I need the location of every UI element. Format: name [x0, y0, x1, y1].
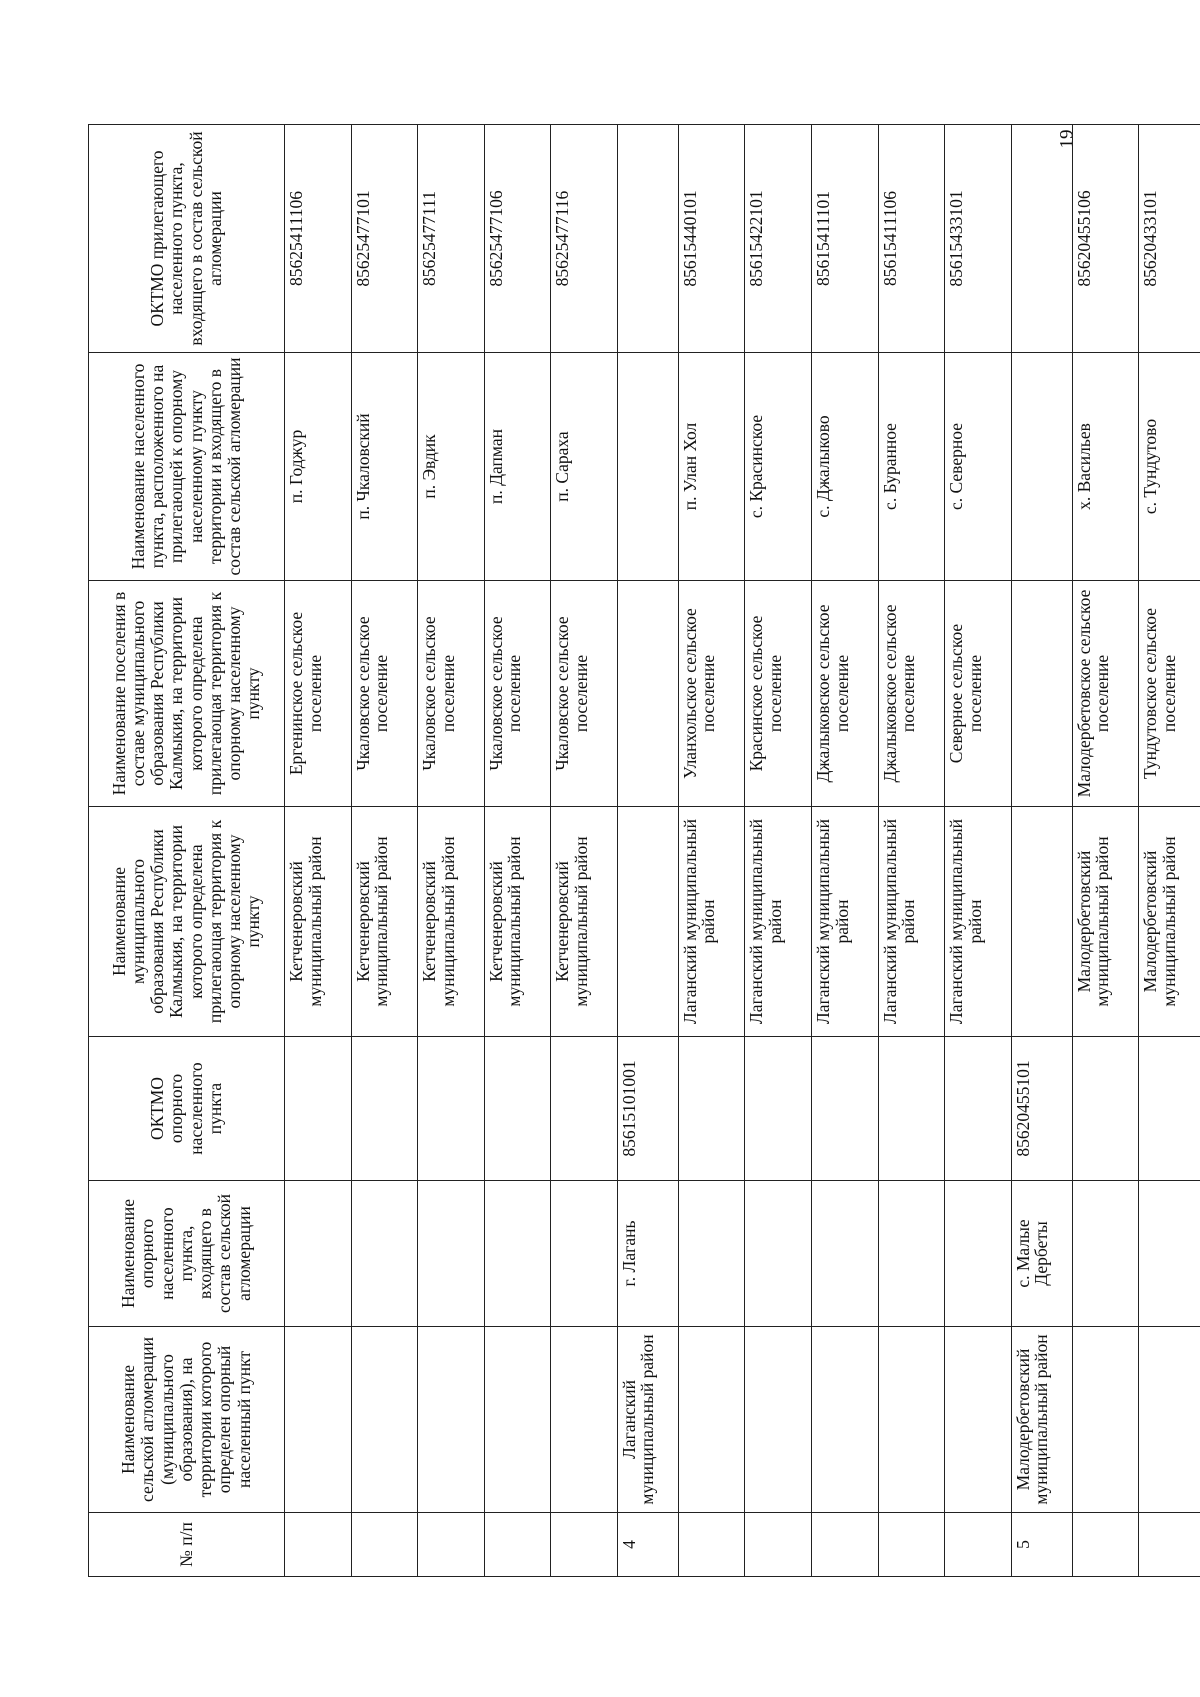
row-number-cell: [678, 1513, 745, 1577]
hub-oktmo-cell: [1139, 1037, 1200, 1181]
locality-cell: п. Дапман: [484, 353, 551, 581]
settlement-cell: Уланхольское сельское поселение: [678, 581, 745, 807]
settlement-cell: Тундутовское сельское поселение: [1139, 581, 1200, 807]
locality-oktmo-cell: 85625411106: [285, 125, 352, 353]
locality-oktmo-cell: 85615440101: [678, 125, 745, 353]
locality-cell: [1011, 353, 1072, 581]
municipality-cell: [1011, 807, 1072, 1037]
locality-cell: с. Тундутово: [1139, 353, 1200, 581]
hub-oktmo-cell: [1072, 1037, 1139, 1181]
table-row: [745, 125, 812, 1577]
header-cell: ОКТМО опорного населенного пункта: [89, 1037, 285, 1181]
agglomeration-table: [88, 124, 1200, 1577]
locality-cell: п. Чкаловский: [351, 353, 418, 581]
table-row: [285, 125, 352, 1577]
agglomeration-cell: Лаганский муниципальный район: [617, 1327, 678, 1513]
agglomeration-cell: [418, 1327, 485, 1513]
row-number-cell: [484, 1513, 551, 1577]
row-number-cell: [551, 1513, 618, 1577]
header-cell: Наименование поселения в составе муниципального образования Республики Калмыкия, на территории которого определена прилегающая территория к опорному населенному пункту: [89, 581, 285, 807]
settlement-cell: [1011, 581, 1072, 807]
locality-oktmo-cell: 85615433101: [945, 125, 1012, 353]
municipality-cell: Кетченеровский муниципальный район: [351, 807, 418, 1037]
row-number-cell: [811, 1513, 878, 1577]
agglomeration-cell: [1072, 1327, 1139, 1513]
settlement-cell: Чкаловское сельское поселение: [484, 581, 551, 807]
hub-oktmo-cell: [484, 1037, 551, 1181]
settlement-cell: Северное сельское поселение: [945, 581, 1012, 807]
row-number-cell: [878, 1513, 945, 1577]
table-row: [1139, 125, 1200, 1577]
locality-oktmo-cell: 85625477116: [551, 125, 618, 353]
header-cell: Наименование сельской агломерации (муниципального образования), на территории которого определен опорный населенный пункт: [89, 1327, 285, 1513]
municipality-cell: Лаганский муниципальный район: [811, 807, 878, 1037]
locality-oktmo-cell: 85625477111: [418, 125, 485, 353]
municipality-cell: Кетченеровский муниципальный район: [551, 807, 618, 1037]
row-number-cell: [745, 1513, 812, 1577]
table-row: [617, 125, 678, 1577]
table-header-row: [89, 125, 285, 1577]
hub-oktmo-cell: 85615101001: [617, 1037, 678, 1181]
municipality-cell: Малодербетовский муниципальный район: [1139, 807, 1200, 1037]
municipality-cell: Лаганский муниципальный район: [745, 807, 812, 1037]
locality-cell: [617, 353, 678, 581]
page-number: 19: [1056, 129, 1078, 149]
settlement-cell: Ергенинское сельское поселение: [285, 581, 352, 807]
settlement-cell: Чкаловское сельское поселение: [351, 581, 418, 807]
table-row: [1011, 125, 1072, 1577]
hub-settlement-cell: [811, 1181, 878, 1327]
agglomeration-cell: Малодербетовский муниципальный район: [1011, 1327, 1072, 1513]
header-cell: Наименование опорного населенного пункта, входящего в состав сельской агломерации: [89, 1181, 285, 1327]
municipality-cell: Кетченеровский муниципальный район: [484, 807, 551, 1037]
row-number-cell: [418, 1513, 485, 1577]
hub-settlement-cell: с. Малые Дербеты: [1011, 1181, 1072, 1327]
locality-oktmo-cell: 85615411106: [878, 125, 945, 353]
municipality-cell: Кетченеровский муниципальный район: [418, 807, 485, 1037]
locality-cell: с. Буранное: [878, 353, 945, 581]
hub-settlement-cell: [678, 1181, 745, 1327]
municipality-cell: Лаганский муниципальный район: [945, 807, 1012, 1037]
row-number-cell: [351, 1513, 418, 1577]
hub-oktmo-cell: [285, 1037, 352, 1181]
hub-settlement-cell: [1072, 1181, 1139, 1327]
hub-settlement-cell: [945, 1181, 1012, 1327]
header-cell: ОКТМО прилегающего населенного пункта, входящего в состав сельской агломерации: [89, 125, 285, 353]
locality-cell: п. Годжур: [285, 353, 352, 581]
locality-cell: х. Васильев: [1072, 353, 1139, 581]
locality-oktmo-cell: 85615422101: [745, 125, 812, 353]
locality-oktmo-cell: 85625477101: [351, 125, 418, 353]
settlement-cell: Красинское сельское поселение: [745, 581, 812, 807]
hub-oktmo-cell: [551, 1037, 618, 1181]
hub-settlement-cell: [878, 1181, 945, 1327]
agglomeration-cell: [551, 1327, 618, 1513]
header-cell: Наименование населенного пункта, расположенного на прилегающей к опорному населенному пункту территории и входящего в состав сельской агломерации: [89, 353, 285, 581]
municipality-cell: [617, 807, 678, 1037]
agglomeration-cell: [351, 1327, 418, 1513]
hub-settlement-cell: [351, 1181, 418, 1327]
table-row: [945, 125, 1012, 1577]
hub-oktmo-cell: [945, 1037, 1012, 1181]
hub-settlement-cell: [484, 1181, 551, 1327]
settlement-cell: Малодербетовское сельское поселение: [1072, 581, 1139, 807]
locality-cell: п. Сараха: [551, 353, 618, 581]
row-number-cell: 5: [1011, 1513, 1072, 1577]
hub-settlement-cell: [745, 1181, 812, 1327]
row-number-cell: [1072, 1513, 1139, 1577]
table-row: [811, 125, 878, 1577]
row-number-cell: [945, 1513, 1012, 1577]
table-row: [878, 125, 945, 1577]
header-cell: № п/п: [89, 1513, 285, 1577]
hub-settlement-cell: [551, 1181, 618, 1327]
locality-cell: с. Джалыково: [811, 353, 878, 581]
agglomeration-cell: [945, 1327, 1012, 1513]
rotated-table-container: [88, 125, 1200, 1577]
settlement-cell: Джалыковское сельское поселение: [878, 581, 945, 807]
settlement-cell: Чкаловское сельское поселение: [551, 581, 618, 807]
hub-oktmo-cell: [878, 1037, 945, 1181]
row-number-cell: [285, 1513, 352, 1577]
agglomeration-cell: [484, 1327, 551, 1513]
agglomeration-cell: [811, 1327, 878, 1513]
settlement-cell: Чкаловское сельское поселение: [418, 581, 485, 807]
table-row: [351, 125, 418, 1577]
agglomeration-cell: [678, 1327, 745, 1513]
agglomeration-cell: [285, 1327, 352, 1513]
hub-oktmo-cell: [418, 1037, 485, 1181]
agglomeration-cell: [878, 1327, 945, 1513]
agglomeration-cell: [1139, 1327, 1200, 1513]
hub-oktmo-cell: 85620455101: [1011, 1037, 1072, 1181]
row-number-cell: 4: [617, 1513, 678, 1577]
locality-oktmo-cell: 85620455106: [1072, 125, 1139, 353]
locality-oktmo-cell: 85625477106: [484, 125, 551, 353]
hub-oktmo-cell: [745, 1037, 812, 1181]
agglomeration-cell: [745, 1327, 812, 1513]
hub-oktmo-cell: [811, 1037, 878, 1181]
header-cell: Наименование муниципального образования Республики Калмыкия, на территории которого определена прилегающая территория к опорному населенному пункту: [89, 807, 285, 1037]
table-row: [484, 125, 551, 1577]
locality-cell: п. Улан Хол: [678, 353, 745, 581]
settlement-cell: [617, 581, 678, 807]
locality-oktmo-cell: [1011, 125, 1072, 353]
municipality-cell: Лаганский муниципальный район: [678, 807, 745, 1037]
locality-cell: с. Северное: [945, 353, 1012, 581]
locality-cell: с. Красинское: [745, 353, 812, 581]
municipality-cell: Кетченеровский муниципальный район: [285, 807, 352, 1037]
hub-oktmo-cell: [678, 1037, 745, 1181]
locality-oktmo-cell: [617, 125, 678, 353]
municipality-cell: Лаганский муниципальный район: [878, 807, 945, 1037]
hub-oktmo-cell: [351, 1037, 418, 1181]
locality-oktmo-cell: 85615411101: [811, 125, 878, 353]
table-row: [551, 125, 618, 1577]
table-row: [678, 125, 745, 1577]
hub-settlement-cell: [418, 1181, 485, 1327]
row-number-cell: [1139, 1513, 1200, 1577]
hub-settlement-cell: г. Лагань: [617, 1181, 678, 1327]
settlement-cell: Джалыковское сельское поселение: [811, 581, 878, 807]
locality-oktmo-cell: 85620433101: [1139, 125, 1200, 353]
table-row: [1072, 125, 1139, 1577]
locality-cell: п. Эвдик: [418, 353, 485, 581]
hub-settlement-cell: [285, 1181, 352, 1327]
hub-settlement-cell: [1139, 1181, 1200, 1327]
table-row: [418, 125, 485, 1577]
municipality-cell: Малодербетовский муниципальный район: [1072, 807, 1139, 1037]
